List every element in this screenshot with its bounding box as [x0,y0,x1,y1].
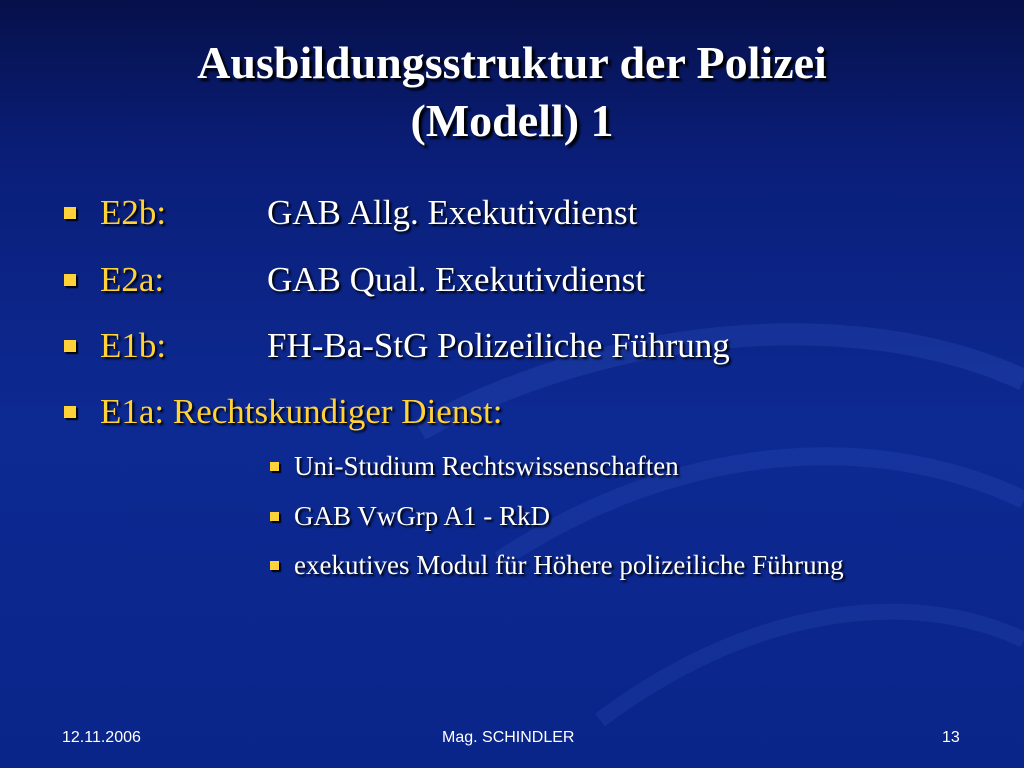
square-bullet-icon [64,340,76,352]
slide-title [0,34,1024,150]
item-text: GAB Allg. Exekutivdienst [267,193,638,232]
title-line-1: Ausbildungsstruktur der Polizei [197,37,827,88]
sub-item-text: GAB VwGrp A1 - RkD [294,501,551,531]
item-text: GAB Qual. Exekutivdienst [267,260,646,299]
square-bullet-icon [64,207,76,219]
square-bullet-icon [64,406,76,418]
square-bullet-icon [270,512,279,521]
item-text: FH-Ba-StG Polizeiliche Führung [267,326,730,365]
sub-item-text: exekutives Modul für Höhere polizeiliche Führung [294,550,844,580]
square-bullet-icon [270,462,279,471]
item-code: E1a: Rechtskundiger Dienst: [100,392,503,431]
square-bullet-icon [270,561,279,570]
title-line-2: (Modell) 1 [410,95,614,146]
square-bullet-icon [64,274,76,286]
footer-page-number: 13 [942,729,960,746]
item-code: E2b: [100,193,167,232]
sub-item-text: Uni-Studium Rechtswissenschaften [294,451,679,481]
footer-date: 12.11.2006 [62,729,141,746]
item-code: E1b: [100,326,167,365]
item-code: E2a: [100,260,165,299]
footer-author: Mag. SCHINDLER [442,729,575,746]
